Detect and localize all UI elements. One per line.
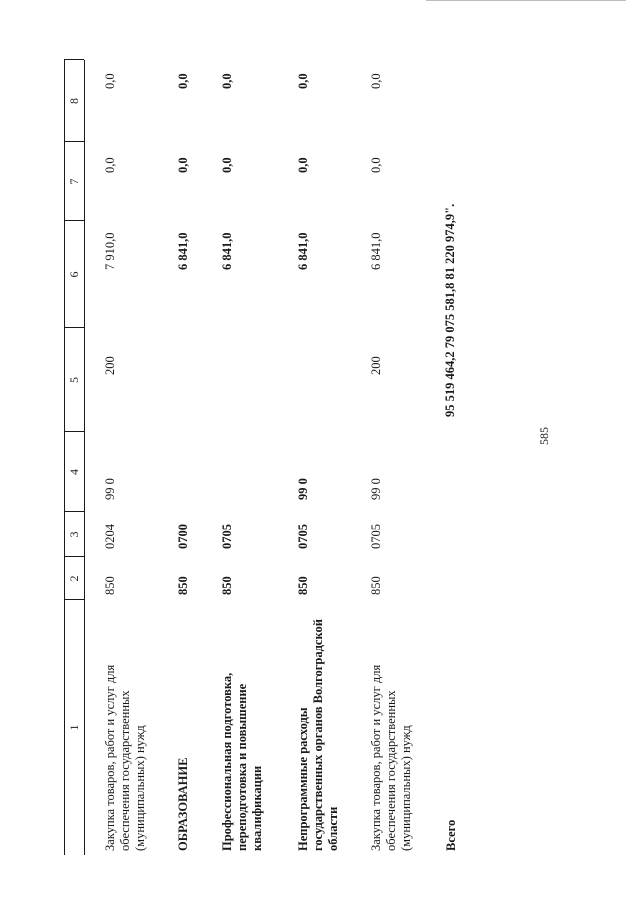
row-1-col-3: 0204 <box>103 524 117 549</box>
row-1-col-4: 99 0 <box>103 478 117 500</box>
row-2-col-6: 6 841,0 <box>176 232 190 270</box>
row-1-col-5: 200 <box>103 356 117 375</box>
header-bottom-rule <box>84 60 85 855</box>
row-4-col-6: 6 841,0 <box>296 232 310 270</box>
row-1-col-8: 0,0 <box>103 73 117 89</box>
column-header-8: 8 <box>67 98 81 104</box>
row-5-col-2: 850 <box>369 576 383 595</box>
row-4-col-7: 0,0 <box>296 157 310 173</box>
row-3-col-8: 0,0 <box>220 73 234 89</box>
column-header-7: 7 <box>67 178 81 185</box>
row-4-col-4: 99 0 <box>296 478 310 500</box>
column-header-4: 4 <box>67 469 81 475</box>
row-4-col-2: 850 <box>296 576 310 595</box>
page-number: 585 <box>537 427 551 445</box>
row-1-col-2: 850 <box>103 576 117 595</box>
row-5-name: Закупка товаров, работ и услуг для обеспечения государственных (муниципальных) нужд <box>369 664 413 851</box>
row-2-col-3: 0700 <box>176 524 190 549</box>
row-4-name: Непрограммные расходы государственных органов Волгоградской области <box>296 619 340 851</box>
row-5-col-3: 0705 <box>369 524 383 549</box>
row-1-col-7: 0,0 <box>103 157 117 173</box>
column-header-6: 6 <box>67 271 81 278</box>
row-2-col-7: 0,0 <box>176 157 190 173</box>
row-2-col-2: 850 <box>176 576 190 595</box>
row-5-col-8: 0,0 <box>369 73 383 89</box>
total-label: Всего <box>444 819 458 851</box>
budget-table <box>64 60 469 855</box>
row-2-name: ОБРАЗОВАНИЕ <box>176 757 190 851</box>
header-top-rule <box>64 60 65 855</box>
row-1-name: Закупка товаров, работ и услуг для обеспечения государственных (муниципальных) нужд <box>103 664 147 851</box>
column-header-2: 2 <box>67 575 81 582</box>
row-3-col-7: 0,0 <box>220 157 234 173</box>
row-3-col-6: 6 841,0 <box>220 232 234 270</box>
row-5-col-4: 99 0 <box>369 478 383 500</box>
row-3-name: Профессиональная подготовка, переподготовка и повышение квалификации <box>220 672 264 851</box>
top-border-line <box>426 0 626 1</box>
row-1-col-6: 7 910,0 <box>103 232 117 270</box>
column-header-3: 3 <box>67 531 81 538</box>
row-4-col-3: 0705 <box>296 524 310 549</box>
total-values: 95 519 464,2 79 075 581,8 81 220 974,9". <box>443 203 457 417</box>
row-5-col-7: 0,0 <box>369 157 383 173</box>
column-header-1: 1 <box>67 724 81 731</box>
row-4-col-8: 0,0 <box>296 73 310 89</box>
column-header-5: 5 <box>67 377 81 383</box>
row-3-col-3: 0705 <box>220 524 234 549</box>
row-5-col-6: 6 841,0 <box>369 232 383 270</box>
row-2-col-8: 0,0 <box>176 73 190 89</box>
row-5-col-5: 200 <box>369 356 383 375</box>
row-3-col-2: 850 <box>220 576 234 595</box>
